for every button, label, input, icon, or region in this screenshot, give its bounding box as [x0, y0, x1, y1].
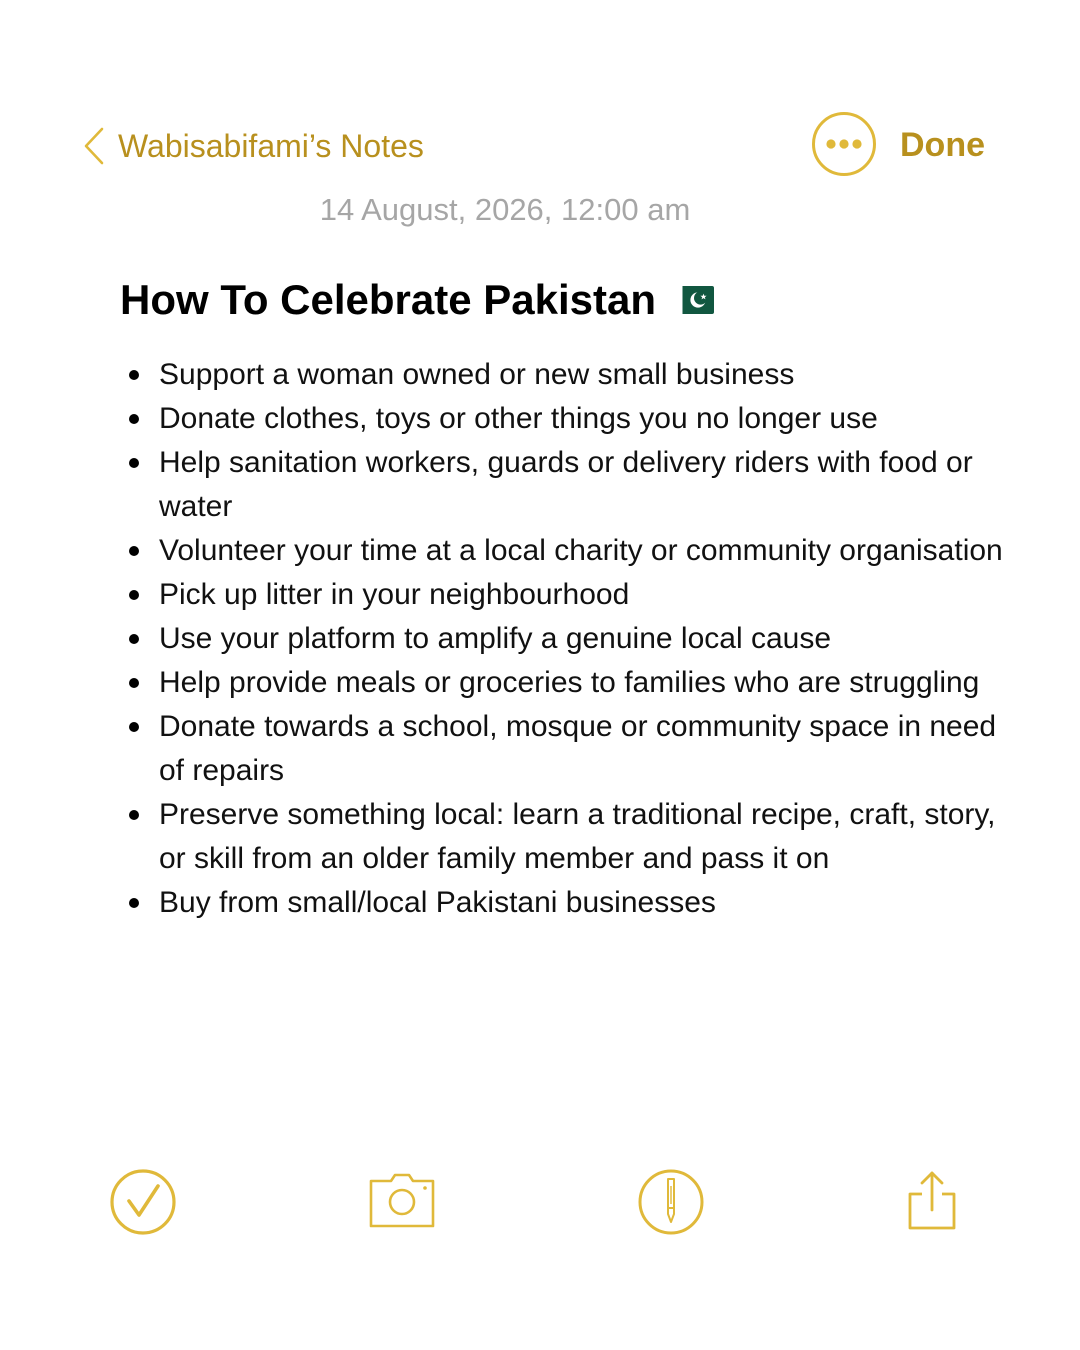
chevron-left-icon	[82, 126, 106, 166]
share-icon	[896, 1166, 968, 1238]
list-item: Help sanitation workers, guards or delivery riders with food or water	[126, 441, 1006, 529]
pen-markup-icon	[635, 1166, 707, 1238]
camera-button[interactable]	[366, 1166, 438, 1238]
checklist-button[interactable]	[107, 1166, 179, 1238]
note-date: 14 August, 2026, 12:00 am	[319, 192, 691, 227]
share-button[interactable]	[896, 1166, 968, 1238]
list-item: Donate clothes, toys or other things you no longer use	[126, 397, 1006, 441]
note-bullet-list	[126, 353, 1006, 925]
list-item: Use your platform to amplify a genuine local cause	[126, 617, 1006, 661]
back-button[interactable]	[82, 120, 424, 172]
more-ellipsis-icon	[812, 112, 876, 176]
back-label: Wabisabifami’s Notes	[118, 127, 424, 164]
list-item: Buy from small/local Pakistani businesses	[126, 881, 1006, 925]
camera-icon	[366, 1166, 438, 1238]
markup-button[interactable]	[635, 1166, 707, 1238]
note-title: How To Celebrate Pakistan	[120, 276, 657, 323]
pakistan-flag-icon	[672, 286, 714, 314]
list-item: Preserve something local: learn a traditional recipe, craft, story, or skill from an older family member and pass it on	[126, 793, 1006, 881]
list-item: Support a woman owned or new small business	[126, 353, 1006, 397]
list-item: Volunteer your time at a local charity or community organisation	[126, 529, 1006, 573]
checklist-icon	[107, 1166, 179, 1238]
note-title-row	[120, 276, 714, 324]
more-button[interactable]	[812, 112, 876, 176]
list-item: Pick up litter in your neighbourhood	[126, 573, 1006, 617]
list-item: Help provide meals or groceries to families who are struggling	[126, 661, 1006, 705]
list-item: Donate towards a school, mosque or community space in need of repairs	[126, 705, 1006, 793]
done-button[interactable]: Done	[900, 126, 985, 164]
